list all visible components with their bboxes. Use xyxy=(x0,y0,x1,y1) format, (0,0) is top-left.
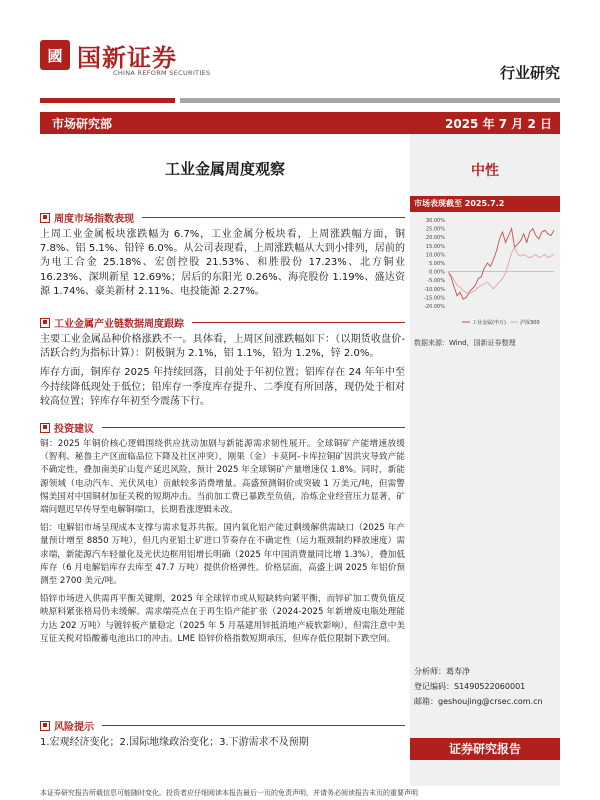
section-square-icon xyxy=(40,423,50,433)
section-title: 风险提示 xyxy=(54,722,94,733)
paragraph: 主要工业金属品种价格涨跌不一。具体看，上周区间涨跌幅如下：（以期货收盘价-活跃合约为指标计算）：阴极铜为 2.1%，铝 1.1%，铅为 1.2%，锌 2.0%。 xyxy=(40,334,405,360)
section-rule xyxy=(102,725,405,726)
section-heading xyxy=(40,315,405,330)
section-title: 工业金属产业链数据周度跟踪 xyxy=(54,319,184,330)
data-source: 数据来源：Wind，国新证券整理 xyxy=(414,339,516,347)
series-line-1 xyxy=(448,248,554,295)
section-rule xyxy=(142,217,405,218)
analyst-email[interactable]: 邮箱：geshoujing@crsec.com.cn xyxy=(414,697,543,706)
paragraph: 库存方面，铜库存 2025 年持续回落，目前处于年初位置；铝库存在 24 年年中至今持续降低现处于低位；铅库存一季度库存提升、二季度有所回落，现仍处于相对较高位置；锌库存年初至今震荡下行。 xyxy=(40,367,405,407)
y-tick-label: 5.00% xyxy=(429,261,445,267)
performance-label: 市场表现截至 2025.7.2 xyxy=(410,196,560,212)
paragraph: 铝：电解铝市场呈现成本支撑与需求复苏共振。国内氧化铝产能过剩缓解供需缺口（2025 年产量预计增至 8850 万吨），但几内亚铝土矿进口节奏存在不确定性（运力瓶颈制约释放速度）需求端，新能源汽车轻量化及光伏边框用铝增长明确（2025 年中国消费量同比增 1.3%），叠加低库存（6 月电解铝库存去库至 47.7 万吨）提供价格弹性。价格层面，高盛上调 2025 年铝价预测至 2700 美元/吨。 xyxy=(40,523,405,587)
legend-label: 沪深300 xyxy=(520,320,540,326)
performance-chart xyxy=(410,214,560,330)
y-tick-label: -15.00% xyxy=(424,295,445,302)
section-square-icon xyxy=(40,318,50,328)
section-heading xyxy=(40,718,405,733)
paragraph: 铜：2025 年铜价核心逻辑围绕供应扰动加剧与新能源需求韧性展开。全球铜矿产能增速放缓（智利、秘鲁主产区面临品位下降及社区冲突），刚果（金）卡莫阿-卡库拉铜矿因洪灾导致产能不确定性，叠加南美矿山复产延迟风险，预计 2025 年全球铜矿产量增速仅 1.8%。同时，新能源领域（电动汽车、光伏风电）贡献较多消费增量。高盛预测铜价或突破 1 万美元/吨，但需警惕美国对中国铜材加征关税的短期冲击。当前加工费已暴跌至负值，冶炼企业经营压力显著，矿端问题迟早传导至电解铜端口，长期看涨逻辑未改。 xyxy=(40,439,405,516)
report-date: 2025 年 7 月 2 日 xyxy=(445,116,552,131)
section-title: 投资建议 xyxy=(54,424,94,435)
y-tick-label: 25.00% xyxy=(425,226,445,233)
rating-label: 中性 xyxy=(471,163,499,179)
footer-disclaimer: 本证券研究报告所载信息可能随时变化。投资者应仔细阅读本报告最后一页的免责声明，并请务必阅读报告末页的重要声明 xyxy=(40,789,418,797)
company-logo: 國 xyxy=(40,40,70,70)
y-tick-label: -5.00% xyxy=(427,278,445,285)
section-title: 周度市场指数表现 xyxy=(54,214,134,225)
analyst-name: 分析师：葛寿净 xyxy=(414,667,470,676)
analyst-license: 登记编码：S1490522060001 xyxy=(414,682,526,691)
y-tick-label: -10.00% xyxy=(424,286,445,293)
report-title: 工业金属周度观察 xyxy=(164,160,285,178)
section-square-icon xyxy=(40,721,50,731)
section-heading xyxy=(40,210,405,225)
header-divider-red xyxy=(40,98,175,103)
paragraph: 1.宏观经济变化；2.国际地缘政治变化；3.下游需求不及预期 xyxy=(40,737,309,748)
header-divider-grey xyxy=(180,98,560,103)
section-heading xyxy=(40,420,405,435)
paragraph: 上周工业金属板块涨跌幅为 6.7%，工业金属分板块看，上周涨跌幅方面，铜 7.8%、铝 5.1%、铅锌 6.0%。从公司表现看，上周涨跌幅从大到小排列，居前的为电工合金 25.18%、宏创控股 21.53%、和胜股份 17.23%、北方铜业 16.23%、深圳新星 12.69%；居后的东阳光 0.26%、海亮股份 1.19%、盛达资源 1.74%、豪美新材 2.11%、电投能源 2.27%。 xyxy=(40,229,405,297)
section-investment-advice xyxy=(40,420,405,651)
section-square-icon xyxy=(40,213,50,223)
department-label: 市场研究部 xyxy=(52,116,113,131)
department-bar xyxy=(40,112,560,134)
section-rule xyxy=(192,322,405,323)
section-rule xyxy=(102,427,405,428)
brand-name-cn: 国新证券 xyxy=(77,44,177,72)
y-tick-label: 15.00% xyxy=(425,243,445,250)
y-tick-label: 10.00% xyxy=(425,252,445,259)
section-industry-chain xyxy=(40,315,405,414)
y-tick-label: -20.00% xyxy=(424,304,445,310)
document-type: 行业研究 xyxy=(499,64,560,82)
section-risk xyxy=(40,718,405,755)
y-tick-label: 20.00% xyxy=(425,235,445,242)
section-market-performance xyxy=(40,210,405,304)
analyst-info xyxy=(414,664,543,709)
y-tick-label: 0.00% xyxy=(429,269,445,276)
series-line-0 xyxy=(448,229,554,300)
paragraph: 铅锌市场进入供需再平衡关键期，2025 年全球锌市或从短缺转向紧平衡，而锌矿加工费负值反映原料紧张格局仍未缓解。需求端亮点在于再生铅产能扩张（2024-2025 年新增废电瓶处理能力达 202 万吨）与镀锌板产量稳定（2025 年 5 月基建用锌抵消地产疲软影响），但需注意中美互征关税对铅酸蓄电池出口的冲击。LME 铅锌价格指数短期承压，但库存低位限制下跌空间。 xyxy=(40,594,405,644)
report-tag: 证券研究报告 xyxy=(410,738,560,760)
legend-label: 工业金属(申万) xyxy=(472,320,506,326)
brand-name-en: CHINA REFORM SECURITIES xyxy=(113,69,211,77)
y-tick-label: 30.00% xyxy=(425,218,445,224)
